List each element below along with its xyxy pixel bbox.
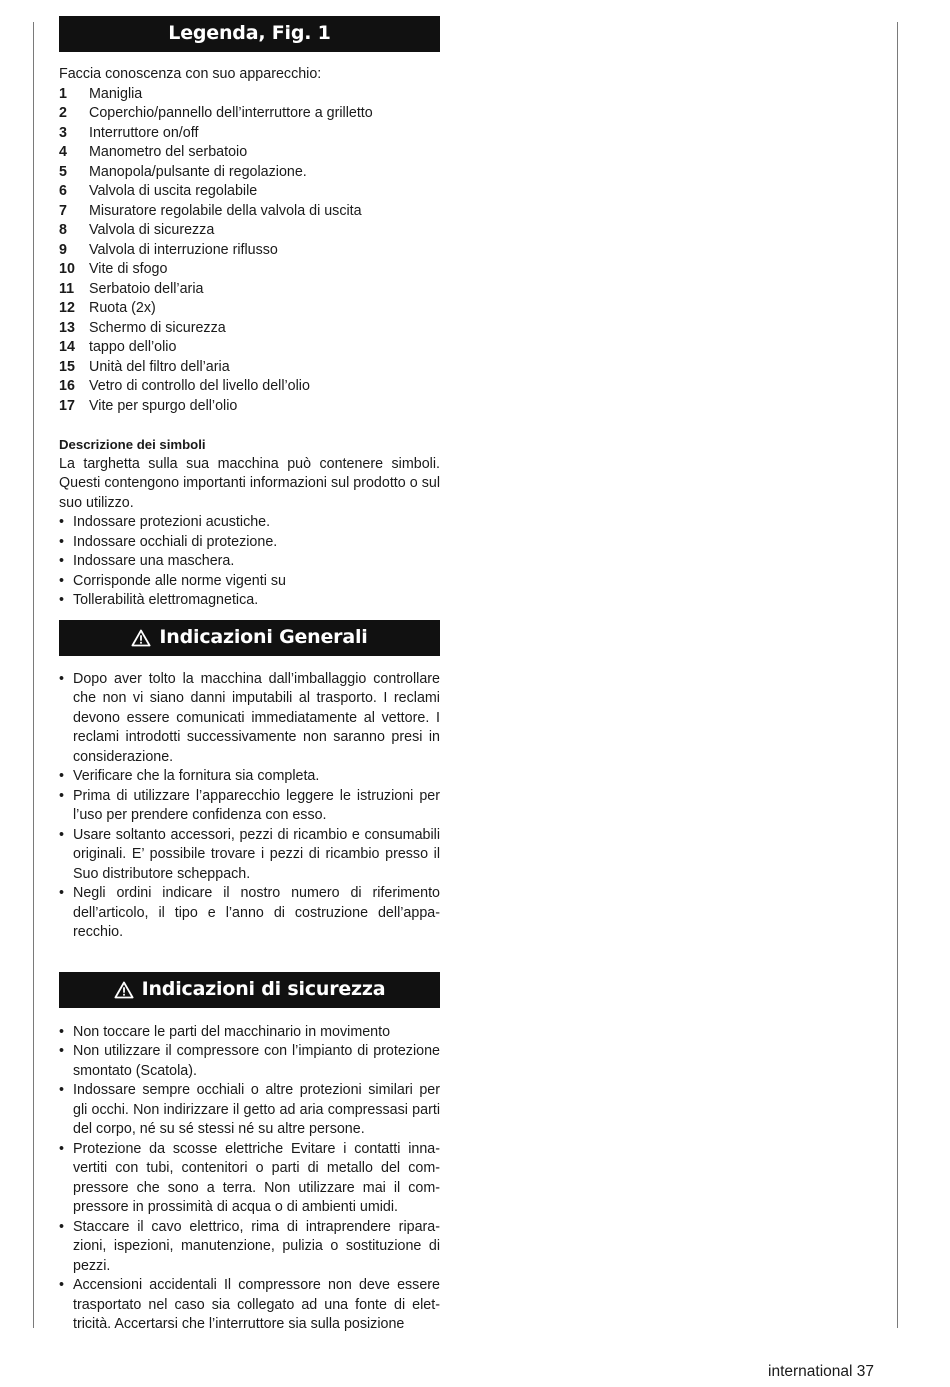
legend-item-label: Maniglia bbox=[89, 85, 143, 102]
legend-item-number: 10 bbox=[59, 261, 75, 277]
legend-item-label: Schermo di sicurezza bbox=[89, 319, 226, 336]
general-title bbox=[59, 620, 440, 656]
legend-item-label: Valvola di interruzione riflusso bbox=[89, 241, 278, 258]
legend-item-number: 8 bbox=[59, 222, 67, 238]
legend-item bbox=[59, 280, 440, 300]
general-bullet: • Verificare che la fornitura sia completa. bbox=[59, 767, 440, 787]
general-bullet: • Negli ordini indicare il nostro numero di riferimento dell’articolo, il tipo e l’anno di costruzione dell’apparecchio. bbox=[59, 884, 440, 943]
legend-intro: Faccia conoscenza con suo apparecchio: bbox=[59, 66, 322, 82]
general-bullet: • Dopo aver tolto la macchina dall’imballaggio controllare che non vi siano danni imputabili al trasporto. I reclami devono essere comunicati immediatamente al vettore. I reclami introdotti successivamente non saranno presi in considerazione. bbox=[59, 670, 440, 768]
legend-item bbox=[59, 319, 440, 339]
legend-item-label: Coperchio/pannello dell’interruttore a grilletto bbox=[89, 105, 373, 121]
legend-list bbox=[59, 85, 440, 417]
legend-item-label: Valvola di sicurezza bbox=[89, 222, 215, 238]
legend-item bbox=[59, 299, 440, 319]
legend-item-label: Misuratore regolabile della valvola di uscita bbox=[89, 202, 362, 219]
warning-triangle-icon bbox=[114, 981, 134, 999]
legend-item-number: 4 bbox=[59, 144, 67, 160]
symbol-bullet: • Corrisponde alle norme vigenti su bbox=[59, 572, 440, 592]
symbol-bullet: • Tollerabilità elettromagnetica. bbox=[59, 591, 440, 611]
left-margin-rule bbox=[33, 22, 34, 1328]
page-footer: international 37 bbox=[768, 1363, 874, 1380]
safety-bullet: • Protezione da scosse elettriche Evitare i contatti innavertiti con tubi, contenitori o parti di metallo del compressore che sono a terra. Non utilizzare mai il compressore in prossimità di acqua o di ambienti umidi. bbox=[59, 1140, 440, 1218]
legend-item-number: 3 bbox=[59, 124, 67, 141]
content-column bbox=[59, 16, 440, 1335]
warning-triangle-icon bbox=[131, 629, 151, 647]
legend-item bbox=[59, 163, 440, 183]
right-margin-rule bbox=[897, 22, 898, 1328]
legend-item bbox=[59, 338, 440, 358]
safety-title bbox=[59, 972, 440, 1008]
legend-item-number: 2 bbox=[59, 105, 67, 121]
legend-item-label: Unità del filtro dell’aria bbox=[89, 358, 230, 375]
general-list bbox=[59, 670, 440, 943]
legend-item-label: Vetro di controllo del livello dell’olio bbox=[89, 378, 310, 394]
legend-title bbox=[59, 16, 440, 52]
legend-item-label: Manopola/pulsante di regolazione. bbox=[89, 163, 307, 180]
safety-bullet: • Staccare il cavo elettrico, rima di intraprendere riparazioni, ispezioni, manutenzione, pulizia o sostituzione di pezzi. bbox=[59, 1218, 440, 1277]
legend-item-label: Vite per spurgo dell’olio bbox=[89, 397, 238, 414]
legend-item-label: Valvola di uscita regolabile bbox=[89, 183, 258, 199]
symbol-bullet: • Indossare protezioni acustiche. bbox=[59, 513, 440, 533]
legend-item bbox=[59, 202, 440, 222]
safety-bullet: • Non toccare le parti del macchinario in movimento bbox=[59, 1023, 440, 1043]
safety-title-text: Indicazioni di sicurezza bbox=[141, 977, 386, 1000]
general-bullet: • Prima di utilizzare l’apparecchio leggere le istruzioni per l’uso per prendere confidenza con esso. bbox=[59, 787, 440, 826]
safety-bullet: • Accensioni accidentali Il compressore non deve essere trasportato nel caso sia collegato ad una fonte di elettricità. Accertarsi che l’interruttore sia sulla posizione bbox=[59, 1276, 440, 1335]
legend-item-number: 9 bbox=[59, 241, 67, 258]
symbols-list bbox=[59, 513, 440, 611]
symbol-bullet: • Indossare una maschera. bbox=[59, 552, 440, 572]
legend-item bbox=[59, 85, 440, 105]
legend-item bbox=[59, 124, 440, 144]
legend-item-label: Vite di sfogo bbox=[89, 261, 168, 277]
legend-item-label: tappo dell’olio bbox=[89, 339, 177, 355]
general-title-text: Indicazioni Generali bbox=[159, 625, 368, 648]
symbols-text: La targhetta sulla sua macchina può contenere simboli. Questi contengono importanti informazioni sul prodotto o sul suo utilizzo. bbox=[59, 455, 440, 511]
legend-item-number: 7 bbox=[59, 202, 67, 219]
legend-item-number: 14 bbox=[59, 339, 75, 355]
legend-item-label: Ruota (2x) bbox=[89, 300, 156, 316]
legend-item-number: 17 bbox=[59, 397, 75, 414]
legend-item-number: 16 bbox=[59, 378, 75, 394]
legend-item-number: 11 bbox=[59, 280, 75, 297]
general-bullet: • Usare soltanto accessori, pezzi di ricambio e consumabili originali. E’ possibile trovare i pezzi di ricambio presso il Suo distributore scheppach. bbox=[59, 826, 440, 885]
legend-item bbox=[59, 221, 440, 241]
safety-list bbox=[59, 1023, 440, 1335]
legend-item bbox=[59, 260, 440, 280]
legend-item-number: 13 bbox=[59, 319, 75, 336]
legend-item bbox=[59, 397, 440, 417]
legend-item-number: 5 bbox=[59, 163, 67, 180]
legend-item-label: Serbatoio dell’aria bbox=[89, 280, 204, 297]
symbols-heading: Descrizione dei simboli bbox=[59, 437, 206, 452]
legend-item bbox=[59, 182, 440, 202]
legend-item-number: 6 bbox=[59, 183, 67, 199]
legend-item-label: Manometro del serbatoio bbox=[89, 144, 248, 160]
safety-bullet: • Non utilizzare il compressore con l’impianto di protezione smontato (Scatola). bbox=[59, 1042, 440, 1081]
legend-item bbox=[59, 143, 440, 163]
legend-item-label: Interruttore on/off bbox=[89, 124, 199, 141]
legend-item bbox=[59, 104, 440, 124]
legend-item-number: 12 bbox=[59, 300, 75, 316]
legend-item bbox=[59, 377, 440, 397]
legend-item-number: 1 bbox=[59, 85, 67, 102]
symbol-bullet: • Indossare occhiali di protezione. bbox=[59, 533, 440, 553]
legend-title-text: Legenda, Fig. 1 bbox=[168, 22, 331, 45]
safety-bullet: • Indossare sempre occhiali o altre protezioni similari per gli occhi. Non indirizzare il getto ad aria compressasi parti del corpo, né su sé stessi né su altre persone. bbox=[59, 1081, 440, 1140]
legend-item bbox=[59, 241, 440, 261]
legend-item bbox=[59, 358, 440, 378]
legend-item-number: 15 bbox=[59, 358, 75, 375]
